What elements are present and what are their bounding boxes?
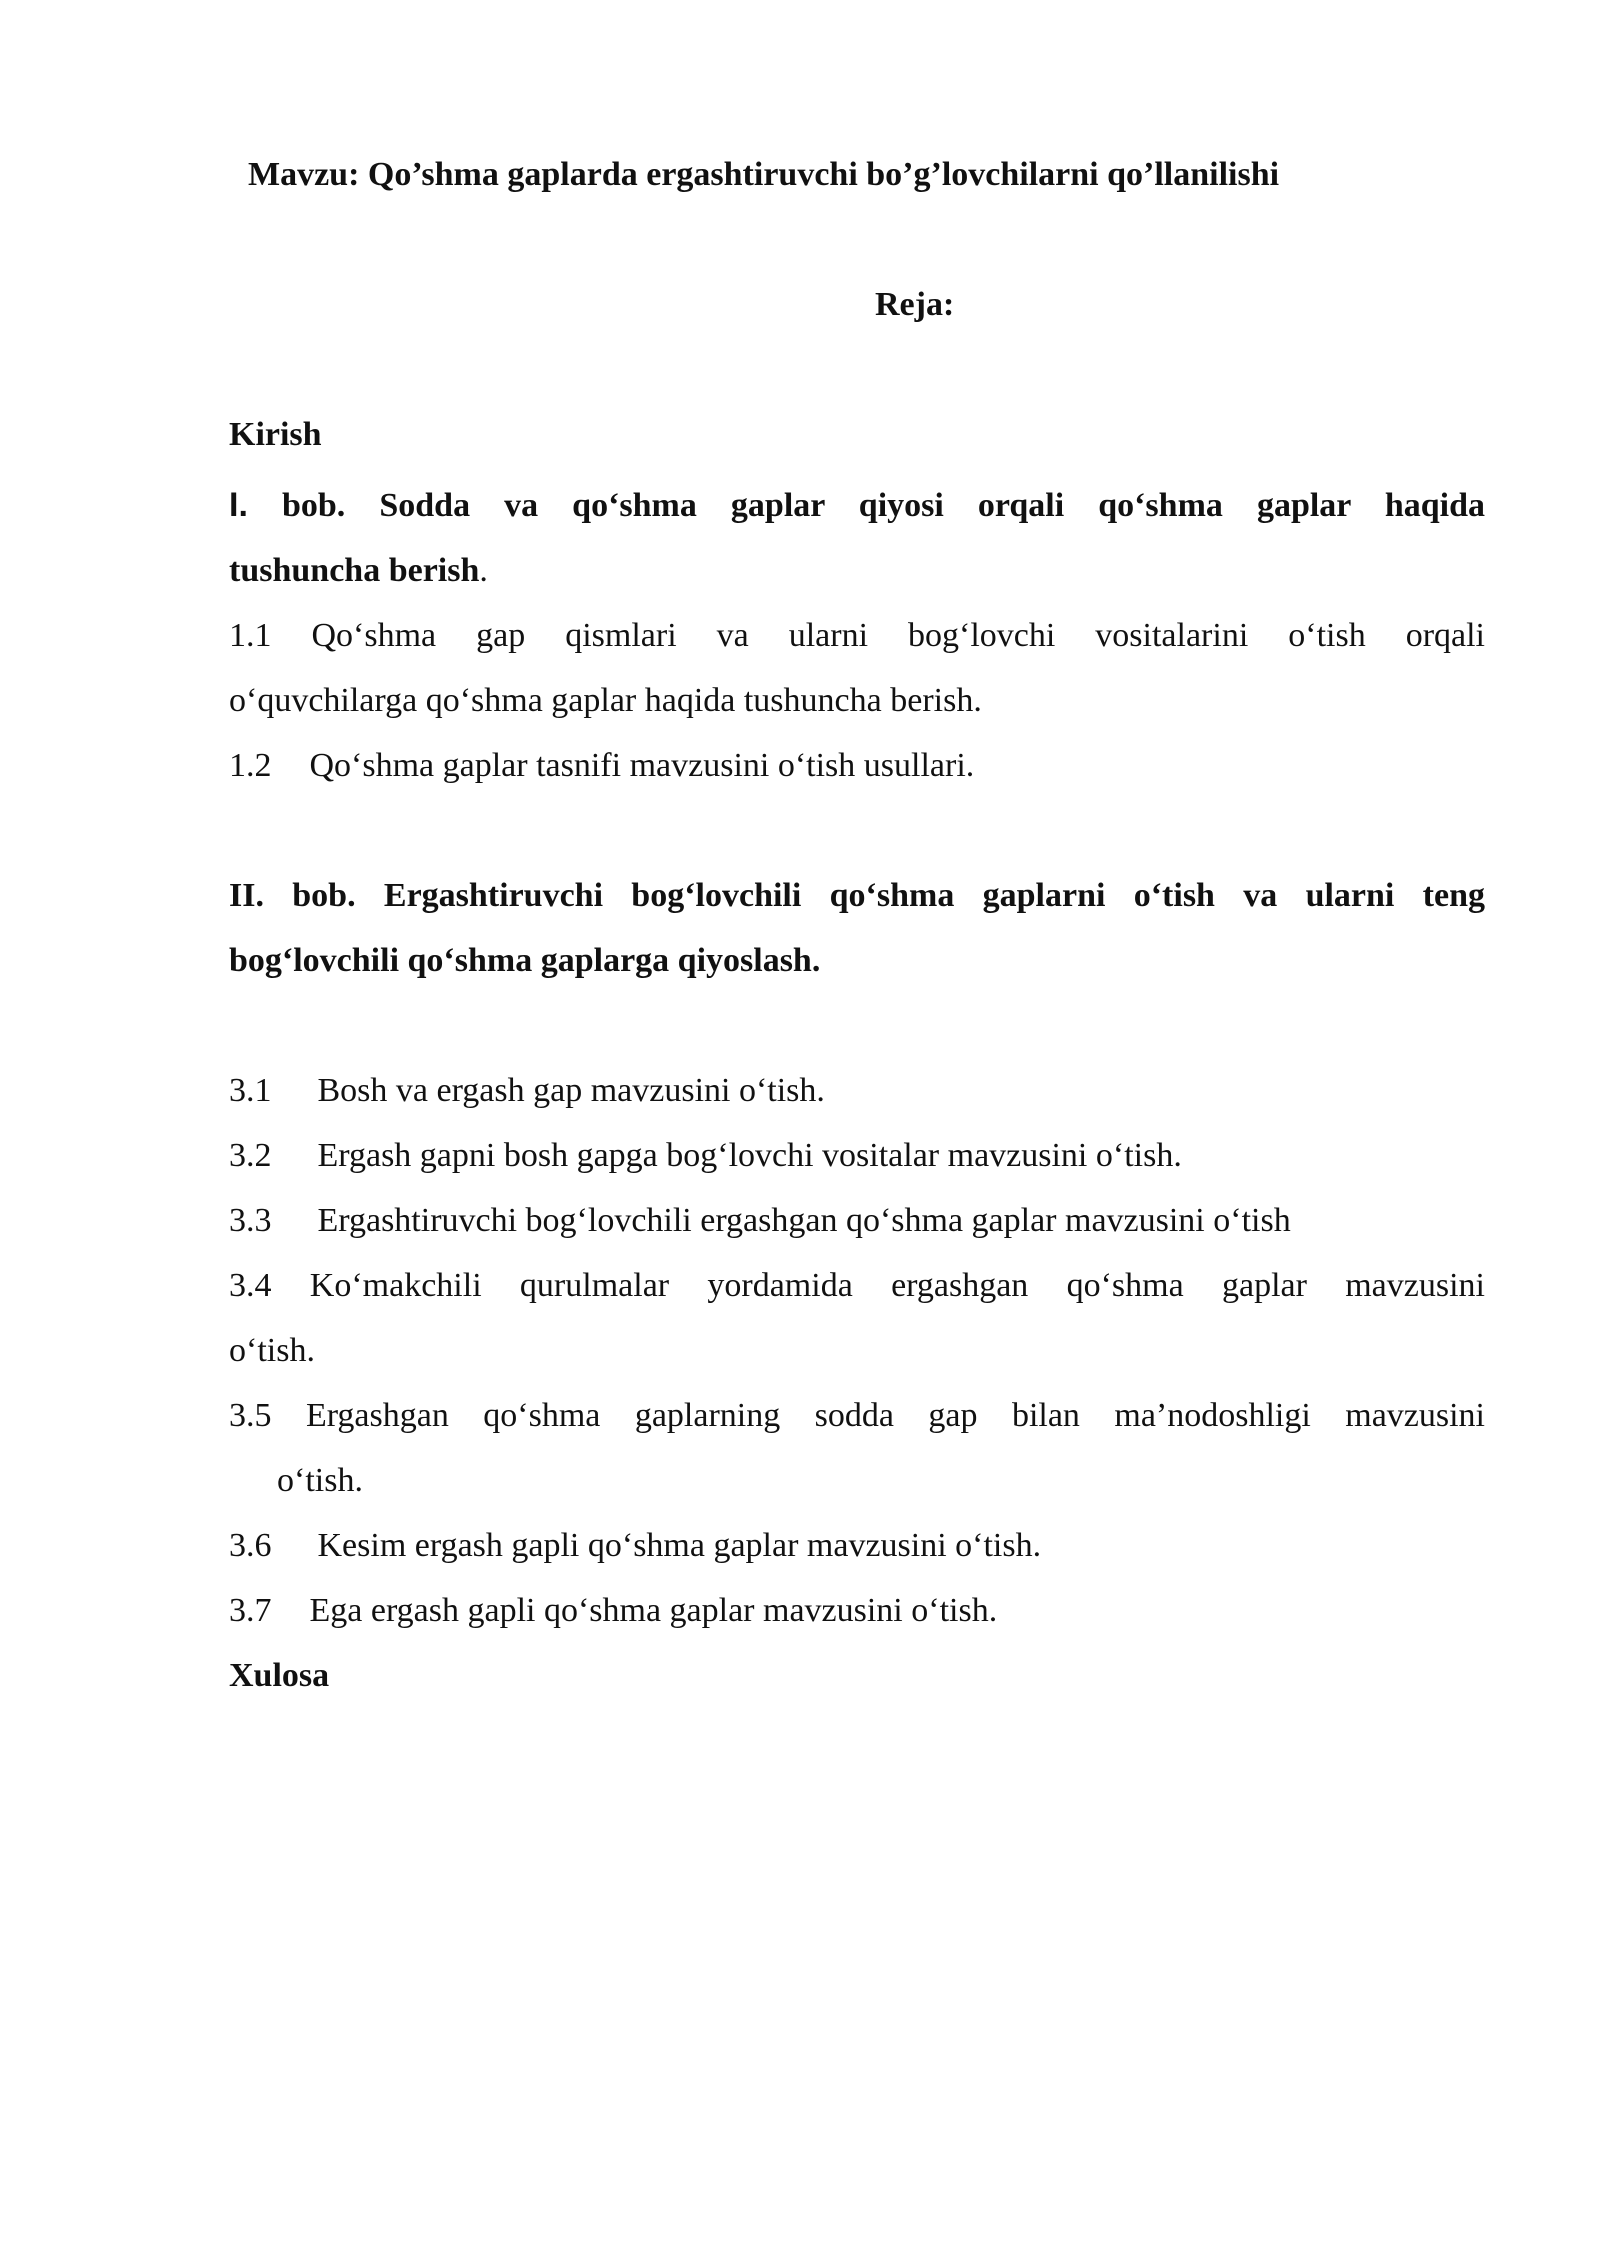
section-3-3-text: Ergashtiruvchi bog‘lovchili ergashgan qo‘shma gaplar mavzusini o‘tish <box>317 1202 1291 1239</box>
section-3-7-text: Ega ergash gapli qo‘shma gaplar mavzusini o‘tish. <box>309 1592 998 1629</box>
section-3-2-number: 3.2 <box>229 1137 272 1174</box>
section-1-1 <box>229 619 1485 653</box>
section-3-1-number: 3.1 <box>229 1072 272 1109</box>
conclusion-heading: Xulosa <box>229 1657 330 1694</box>
section-1-1-number: 1.1 <box>229 617 272 654</box>
section-3-2 <box>229 1139 1182 1173</box>
plan-heading: Reja: <box>875 286 955 323</box>
section-1-2-text: Qo‘shma gaplar tasnifi mavzusini o‘tish usullari. <box>309 747 975 784</box>
section-3-5-text-line1: Ergashgan qo‘shma gaplarning sodda gap bilan ma’nodoshligi mavzusini <box>305 1397 1485 1434</box>
section-3-4 <box>229 1269 1485 1303</box>
document-title: Mavzu: Qo’shma gaplarda ergashtiruvchi bo’g’lovchilarni qo’llanilishi <box>248 156 1280 193</box>
section-3-6 <box>229 1529 1041 1563</box>
section-1-1-text-line2: o‘quvchilarga qo‘shma gaplar haqida tushuncha berish. <box>229 682 982 719</box>
chapter-1-heading-line2 <box>229 554 488 588</box>
section-3-7 <box>229 1594 997 1628</box>
chapter-1-heading <box>229 488 1485 523</box>
section-1-1-text-line1: Qo‘shma gap qismlari va ularni bog‘lovchi vositalarini o‘tish orqali <box>311 617 1486 654</box>
chapter-1-title-line2: tushuncha berish <box>229 552 480 589</box>
intro-heading: Kirish <box>229 416 322 453</box>
section-3-6-number: 3.6 <box>229 1527 272 1564</box>
section-3-5-number: 3.5 <box>229 1397 272 1434</box>
section-3-5-text-line2: o‘tish. <box>277 1462 363 1499</box>
section-3-4-text-line1: Ko‘makchili qurulmalar yordamida ergashgan qo‘shma gaplar mavzusini <box>309 1267 1485 1304</box>
chapter-2-heading-line1: II. bob. Ergashtiruvchi bog‘lovchili qo‘shma gaplarni o‘tish va ularni teng <box>229 877 1485 914</box>
section-1-2-number: 1.2 <box>229 747 272 784</box>
section-3-4-text-line2: o‘tish. <box>229 1332 315 1369</box>
section-3-2-text: Ergash gapni bosh gapga bog‘lovchi vositalar mavzusini o‘tish. <box>317 1137 1182 1174</box>
chapter-1-roman: I. <box>229 486 248 524</box>
chapter-1-title-period: . <box>479 552 488 589</box>
section-1-2 <box>229 749 974 783</box>
section-3-7-number: 3.7 <box>229 1592 272 1629</box>
chapter-2-heading-line2: bog‘lovchili qo‘shma gaplarga qiyoslash. <box>229 942 821 979</box>
section-3-3-number: 3.3 <box>229 1202 272 1239</box>
chapter-1-title-line1: bob. Sodda va qo‘shma gaplar qiyosi orqali qo‘shma gaplar haqida <box>281 487 1486 524</box>
section-3-5 <box>229 1399 1485 1433</box>
section-3-1-text: Bosh va ergash gap mavzusini o‘tish. <box>317 1072 825 1109</box>
section-3-6-text: Kesim ergash gapli qo‘shma gaplar mavzusini o‘tish. <box>317 1527 1042 1564</box>
section-3-3 <box>229 1204 1291 1238</box>
section-3-4-number: 3.4 <box>229 1267 272 1304</box>
section-3-1 <box>229 1074 825 1108</box>
